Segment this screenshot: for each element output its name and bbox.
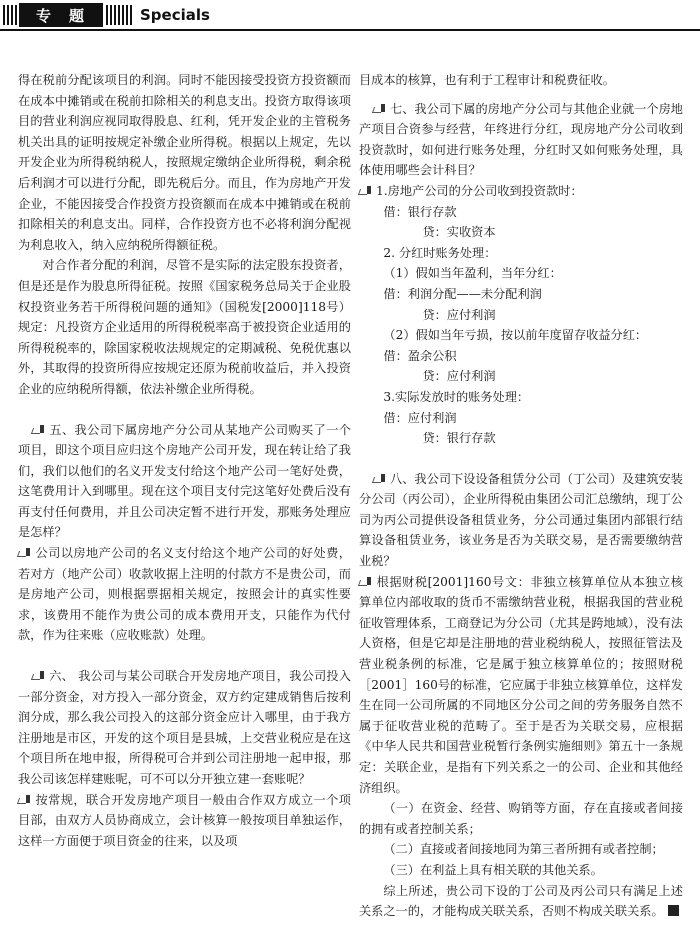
page-header — [0, 0, 700, 30]
answer-text: 根据财税[2001]160号文：非独立核算单位从本独立核算单位内部收取的货币不需缴纳营业税，根据我国的营业税征收管理体系，工商登记为分公司（尤其是跨地域），没有法人资格，但是它却是注册地的营业税纳税人，按照征管法及营业税条例的标准，它是属于独立核算单位的；按照财税［2001］160号的标准，它应属于非独立核算单位，这样发生在同一公司所属的不同地区分公司之间的劳务服务自然不属于征收营业税的范畴了。至于是否为关联交易，应根据《中华人民共和国营业税暂行条例实施细则》第五十一条规定：关联企业，是指有下列关系之一的公司、企业和其他经济组织。 — [359, 574, 683, 795]
end-mark-icon — [668, 905, 679, 916]
debit-entry: 借：利润分配——未分配利润 — [383, 286, 542, 301]
question-7 — [359, 99, 683, 181]
credit-entry: 贷：应付利润 — [422, 307, 496, 322]
pen-mark-icon — [373, 104, 386, 113]
right-column — [359, 70, 683, 922]
section-label-cn: 专题 — [19, 3, 103, 27]
credit-entry: 贷：应付利润 — [422, 369, 496, 384]
conclusion-text: 综上所述，贵公司下设的丁公司及丙公司只有满足上述关系之一的，才能构成关联关系，否则不构成关联关系。 — [359, 883, 683, 919]
pen-mark-icon — [32, 671, 45, 680]
step-text: 3.实际发放时的账务处理： — [383, 389, 530, 404]
question-5 — [18, 420, 351, 544]
list-item: （三）在利益上具有相关联的其他关系。 — [383, 862, 603, 877]
question-text: 六、 我公司与某公司联合开发房地产项目，我公司投入一部分资金，对方投入一部分资金，双方约定建成销售后按利润分成，那么我公司投入的这部分资金应计入哪里，由于我方注册地是市区，开发的这个项目是县城，上交营业税应是在这个项目所在地申报，所得税可合并到公司注册地一起申报，那我公司该怎样建账呢，可不可以分开独立建一套账呢？ — [18, 669, 351, 786]
credit-entry: 贷：实收资本 — [422, 225, 496, 240]
header-bars-right — [106, 4, 134, 26]
step-text: （1）假如当年盈利，当年分红： — [383, 266, 562, 281]
debit-entry: 借：银行存款 — [383, 204, 457, 219]
answer-6 — [18, 790, 351, 852]
pen-mark-icon — [359, 577, 372, 586]
answer-8 — [359, 572, 683, 799]
conclusion — [359, 881, 683, 922]
pen-mark-icon — [18, 795, 31, 804]
step-text: 2. 分红时账务处理： — [383, 245, 497, 260]
paragraph: 目成本的核算，也有利于工程审计和税费征收。 — [359, 73, 615, 87]
pen-mark-icon — [32, 425, 45, 434]
pen-mark-icon — [359, 186, 372, 195]
header-bars-left — [3, 4, 19, 26]
paragraph: 对合作者分配的利润，尽管不是实际的法定股东投资者，但是还是作为股息所得征税。按照《国家税务总局关于企业股权投资业务若干所得税问题的通知》（国税发[2000]118号）规定：凡投资方企业适用的所得税税率高于被投资企业适用的所得税税率的，除国家税收法规规定的定期减税、免税优惠以外，其取得的投资所得应按规定还原为税前收益后，并入投资企业的应纳税所得额，依法补缴企业所得税。 — [18, 258, 351, 396]
question-6 — [18, 666, 351, 790]
question-text: 五、我公司下属房地产分公司从某地产公司购买了一个项目，即这个项目应归这个房地产公司开发，现在转让给了我们，我们以他们的名义开发支付给这个地产公司一笔好处费，这笔费用计入到哪里。现在这个项目支付完这笔好处费后没有再支付任何费用，并且公司决定暂不进行开发，那账务处理应是怎样？ — [18, 422, 351, 540]
list-item: （二）直接或者间接地同为第三者所拥有或者控制； — [383, 842, 664, 857]
credit-entry: 贷：银行存款 — [422, 431, 496, 446]
paragraph: 得在税前分配该项目的利润。同时不能因接受投资方投资额而在成本中摊销或在税前扣除相关的利息支出。投资方取得该项目的营业利润应视同取得股息、红利，凭开发企业的主管税务机关出具的证明按规定补缴企业所得税。根据以上规定，先以开发企业为所得税纳税人，按照规定缴纳企业所得税，剩余税后利润才可以进行分配，即先税后分。而且，作为房地产开发企业，不能因接受合作投资方投资额而在成本中摊销或在税前扣除相关的利息支出。同样，合作投资方也不必将利润分配视为利息收入，纳入应纳税所得额征税。 — [18, 73, 351, 252]
step-text: （2）假如当年亏损，按以前年度留存收益分红： — [383, 328, 648, 343]
answer-text: 按常规，联合开发房地产项目一般由合作双方成立一个项目部，由双方人员协商成立，会计核算一般按项目单独运作，这样一方面便于项目资金的往来，以及项 — [18, 792, 351, 848]
question-text: 七、我公司下属的房地产分公司与其他企业就一个房地产项目合资参与经营，年终进行分红，现房地产分公司收到投资款时，如何进行账务处理，分红时又如何账务处理，具体使用哪些会计科目？ — [359, 101, 683, 178]
pen-mark-icon — [373, 474, 386, 483]
answer-5 — [18, 543, 351, 646]
section-label-en: Specials — [140, 6, 210, 24]
debit-entry: 借：盈余公积 — [383, 348, 457, 363]
step-text: 1.房地产公司的分公司收到投资款时： — [376, 183, 583, 198]
header-rule — [0, 29, 700, 31]
pen-mark-icon — [18, 548, 31, 557]
left-column — [18, 70, 351, 851]
debit-entry: 借：应付利润 — [383, 410, 457, 425]
question-8 — [359, 469, 683, 572]
list-item: （一）在资金、经营、购销等方面，存在直接或者间接的拥有或者控制关系； — [359, 801, 683, 836]
answer-7-step-1 — [359, 181, 683, 202]
question-text: 八、我公司下设设备租赁分公司（丁公司）及建筑安装分公司（丙公司），企业所得税由集团公司汇总缴纳，现丁公司为丙公司提供设备租赁业务，分公司通过集团内部银行结算设备租赁业务，该业务是否为关联交易，是否需要缴纳营业税？ — [359, 471, 683, 569]
answer-text: 公司以房地产公司的名义支付给这个地产公司的好处费，若对方（地产公司）收款收据上注明的付款方不是贵公司，而是房地产公司，则根据票据相关规定，按照会计的真实性要求，该费用不能作为贵公司的成本费用开支，只能作为代付款，作为往来账（应收账款）处理。 — [18, 546, 351, 643]
